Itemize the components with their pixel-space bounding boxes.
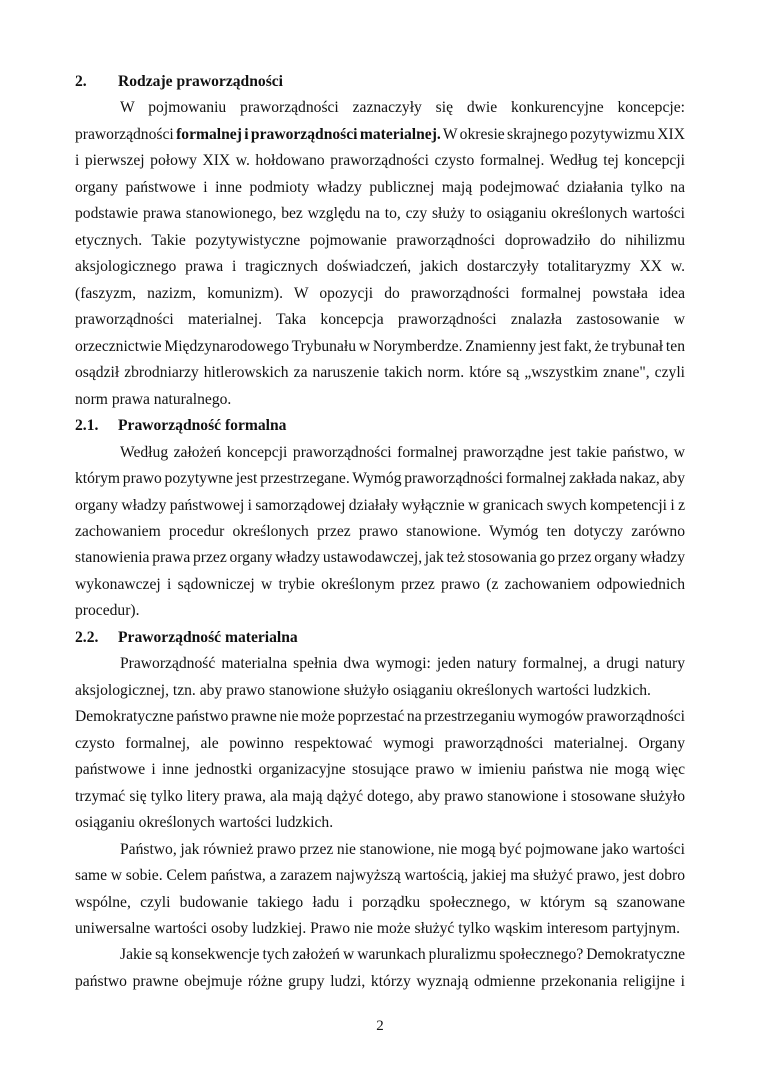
text-line xyxy=(75,175,685,201)
text-line xyxy=(75,651,685,677)
line-content: aksjologicznego prawa i tragicznych doświadczeń, jakich dostarczyły totalitaryzmy XX w. xyxy=(75,258,685,276)
section-number: 2. xyxy=(75,73,87,90)
line-content: uniwersalne wartości osoby ludzkiej. Prawo nie może służyć tylko wąskim interesom partyjnym. xyxy=(75,920,680,937)
line-content: stanowienia prawa przez organy władzy ustawodawczej, jak też stosowania go przez organy władzy xyxy=(75,549,685,567)
line-content: osądził zbrodniarzy hitlerowskich za naruszenie takich norm. które są „wszystkim znane", czyli xyxy=(75,364,685,382)
text-line xyxy=(75,942,685,968)
line-content: W pojmowaniu praworządności zaznaczyły się dwie konkurencyjne koncepcje: xyxy=(120,99,685,117)
line-content: Według założeń koncepcji praworządności formalnej praworządne jest takie państwo, w xyxy=(120,443,685,461)
text-line xyxy=(75,201,685,227)
line-content: etycznych. Takie pozytywistyczne pojmowanie praworządności doprowadziło do nihilizmu xyxy=(75,231,685,249)
section-heading xyxy=(75,69,685,95)
text-line xyxy=(75,334,685,360)
line-content: podstawie prawa stanowionego, bez względu na to, czy służy to osiąganiu określonych wartości xyxy=(75,205,685,223)
line-content: Demokratyczne państwo prawne nie może poprzestać na przestrzeganiu wymogów praworządności xyxy=(75,708,685,726)
line-content: same w sobie. Celem państwa, a zarazem najwyższą wartością, jakiej ma służyć prawo, jest dobro xyxy=(75,867,685,885)
section-title: Praworządność materialna xyxy=(118,628,298,646)
text-line xyxy=(75,863,685,889)
text-line xyxy=(75,281,685,307)
text-line xyxy=(75,757,685,783)
text-line xyxy=(75,122,685,148)
text-line xyxy=(75,890,685,916)
line-content xyxy=(75,126,685,143)
bold-text: formalnej i praworządności materialnej. xyxy=(176,125,441,143)
text-line xyxy=(75,95,685,121)
text-line xyxy=(75,704,685,730)
text-line xyxy=(75,969,685,995)
text-line xyxy=(75,254,685,280)
text-line xyxy=(75,731,685,757)
section-title: Praworządność formalna xyxy=(118,417,287,435)
line-content: trzymać się tylko litery prawa, ala mają dążyć dotego, aby prawo stanowione i stosowane służyło xyxy=(75,787,685,805)
line-content: norm prawa naturalnego. xyxy=(75,390,232,408)
line-content: aksjologicznej, tzn. aby prawo stanowione służyło osiąganiu określonych wartości ludzkich. xyxy=(75,681,651,699)
line-content: czysto formalnej, ale powinno respektować wymogi praworządności materialnej. Organy xyxy=(75,734,685,752)
text-line xyxy=(75,360,685,386)
section-heading xyxy=(75,413,685,439)
line-content: orzecznictwie Międzynarodowego Trybunału w Norymberdze. Znamienny jest fakt, że trybunał ten xyxy=(75,337,685,355)
text-line xyxy=(75,598,685,624)
text-line xyxy=(75,493,685,519)
section-title: Rodzaje praworządności xyxy=(118,73,284,90)
text-line xyxy=(75,387,685,413)
line-content: organy państwowe i inne podmioty władzy publicznej mają podejmować działania tylko na xyxy=(75,178,685,196)
text-line xyxy=(75,440,685,466)
line-content: praworządności materialnej. Taka koncepcja praworządności znalazła zastosowanie w xyxy=(75,311,685,329)
line-content: wykonawczej i sądowniczej w trybie określonym przez prawo (z zachowaniem odpowiednich xyxy=(75,575,685,593)
text-line xyxy=(75,307,685,333)
text-line xyxy=(75,837,685,863)
line-content: Państwo, jak również prawo przez nie stanowione, nie mogą być pojmowane jako wartości xyxy=(120,840,685,858)
text-line xyxy=(75,466,685,492)
line-content: organy władzy państwowej i samorządowej działały wyłącznie w granicach swych kompetencji i z xyxy=(75,496,685,514)
page-number: 2 xyxy=(376,1018,384,1034)
text-line xyxy=(75,228,685,254)
text-line xyxy=(75,572,685,598)
line-content: państwowe i inne jednostki organizacyjne stosujące prawo w imieniu państwa nie mogą więc xyxy=(75,761,685,779)
line-content: wspólne, czyli budowanie takiego ładu i porządku społecznego, w którym są szanowane xyxy=(75,893,685,911)
text-segment: W okresie skrajnego pozytywizmu XIX xyxy=(440,125,685,143)
line-content: i pierwszej połowy XIX w. hołdowano praworządności czysto formalnej. Według tej koncepcji xyxy=(75,152,685,170)
line-content: procedur). xyxy=(75,602,140,620)
section-number: 2.1. xyxy=(75,417,99,435)
text-line xyxy=(75,519,685,545)
text-line xyxy=(75,545,685,571)
text-line xyxy=(75,148,685,174)
text-segment: praworządności xyxy=(75,125,177,143)
text-line xyxy=(75,784,685,810)
line-content: zachowaniem procedur określonych przez prawo stanowione. Wymóg ten dotyczy zarówno xyxy=(75,522,685,540)
line-content: (faszyzm, nazizm, komunizm). W opozycji do praworządności formalnej powstała idea xyxy=(75,284,685,302)
section-heading xyxy=(75,625,685,651)
text-line xyxy=(75,916,685,942)
line-content: osiąganiu określonych wartości ludzkich. xyxy=(75,814,334,832)
line-content: którym prawo pozytywne jest przestrzegane. Wymóg praworządności formalnej zakłada nakaz, aby xyxy=(75,470,685,488)
text-line xyxy=(75,810,685,836)
line-content: państwo prawne obejmuje różne grupy ludzi, którzy wyznają odmienne przekonania religijne i xyxy=(75,972,685,990)
line-content: Praworządność materialna spełnia dwa wymogi: jeden natury formalnej, a drugi natury xyxy=(120,655,685,673)
text-line xyxy=(75,678,685,704)
section-number: 2.2. xyxy=(75,628,99,646)
document-body xyxy=(75,69,685,995)
line-content: Jakie są konsekwencje tych założeń w warunkach pluralizmu społecznego? Demokratyczne xyxy=(120,946,685,964)
